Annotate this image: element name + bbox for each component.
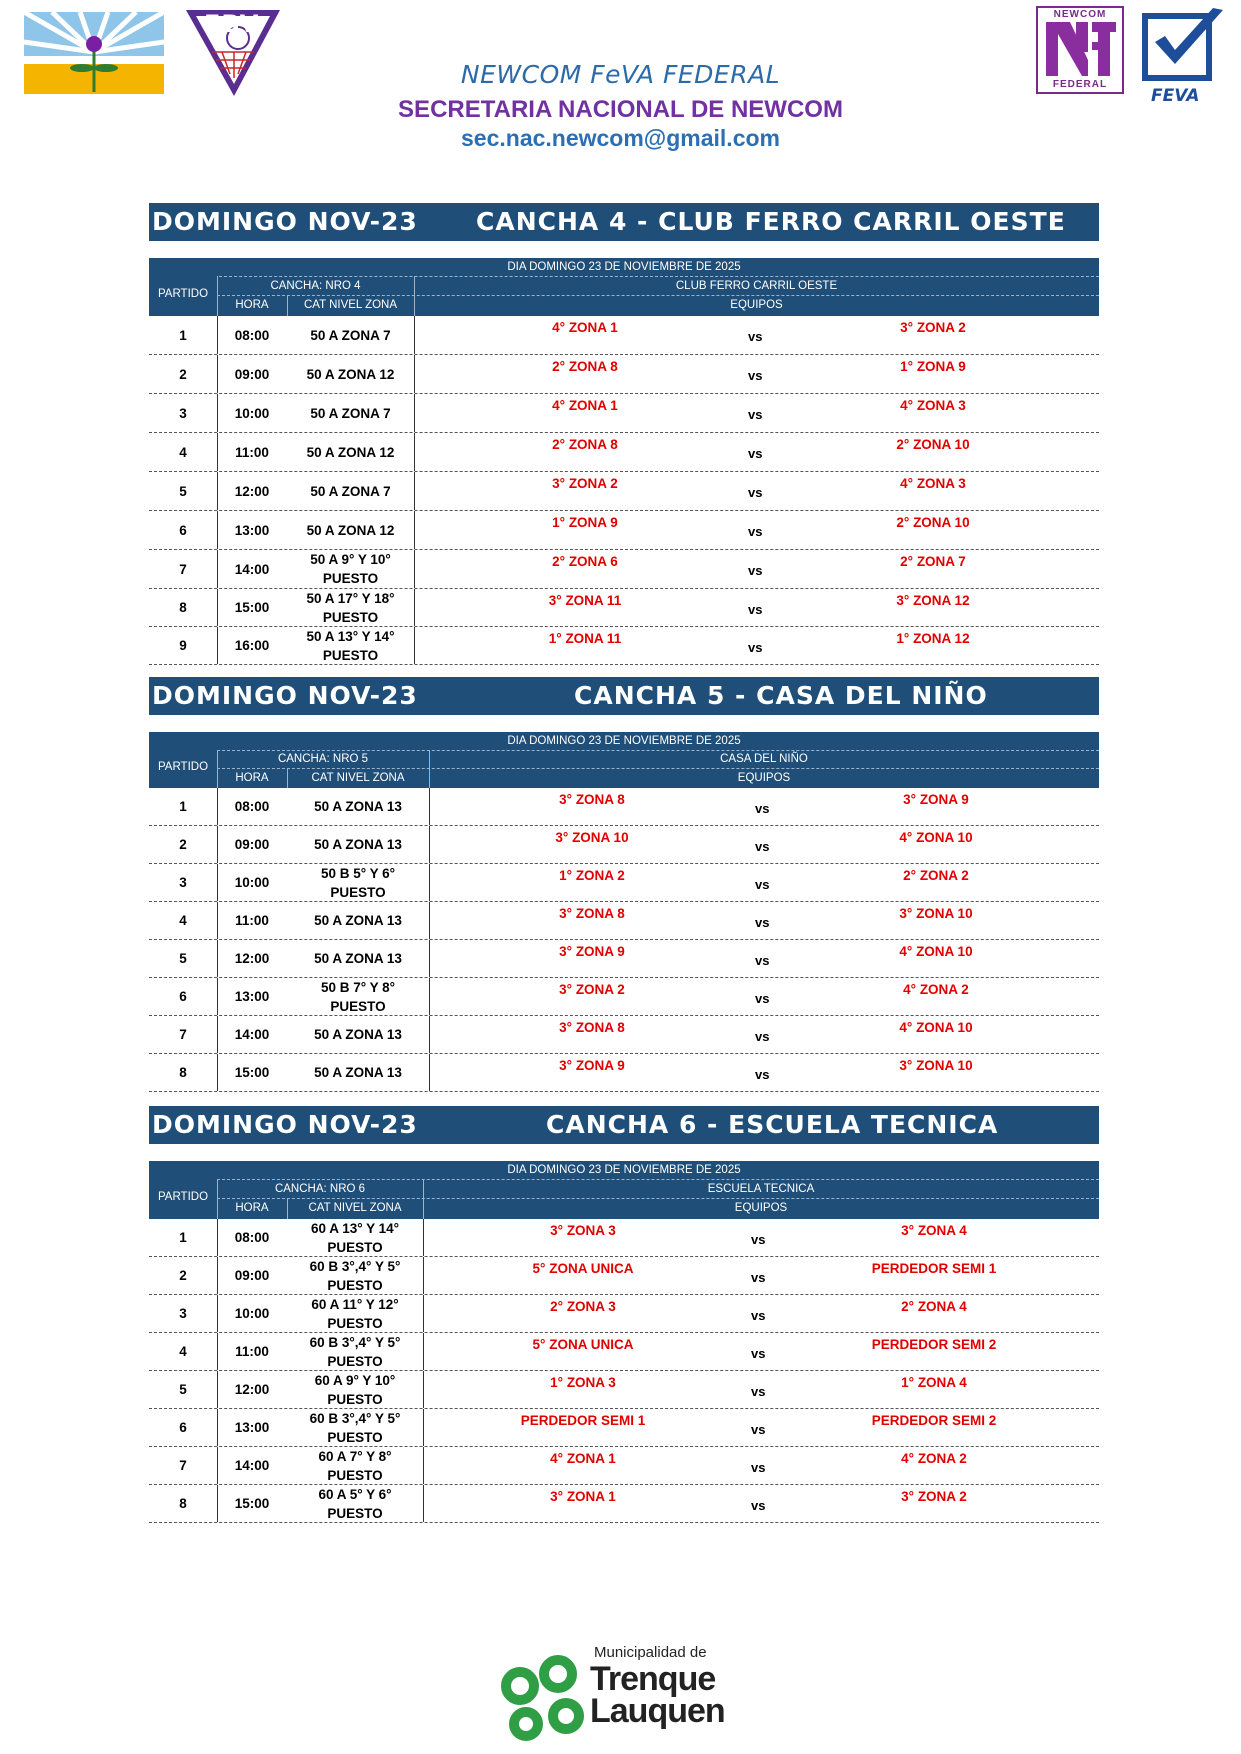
category-cell: 60 B 3°,4° Y 5° PUESTO: [309, 1258, 401, 1293]
banner-court: CANCHA 4 - CLUB FERRO CARRIL OESTE: [476, 207, 1066, 236]
away-team: PERDEDOR SEMI 1: [871, 1261, 997, 1276]
table-row: [149, 511, 1099, 550]
home-team: 1° ZONA 3: [550, 1375, 616, 1390]
home-team: 4° ZONA 1: [552, 320, 618, 335]
column-divider: [217, 1054, 218, 1091]
partido-number-cell: 4: [179, 1344, 187, 1359]
partido-number-cell: 8: [179, 1496, 187, 1511]
section-banner: [149, 677, 1099, 715]
home-team: 3° ZONA 11: [548, 593, 622, 608]
hora-cell: 12:00: [234, 1382, 270, 1397]
table-body: [149, 788, 1099, 1092]
hora-cell: 16:00: [234, 638, 270, 653]
home-team: 2° ZONA 3: [550, 1299, 616, 1314]
column-divider: [217, 826, 218, 863]
home-team: 1° ZONA 2: [559, 868, 625, 883]
away-team: 4° ZONA 3: [900, 476, 966, 491]
hora-cell: 15:00: [234, 600, 270, 615]
hora-cell: 09:00: [234, 1268, 270, 1283]
vs-label: vs: [748, 407, 763, 422]
column-divider: [429, 826, 430, 863]
column-divider: [217, 1295, 218, 1332]
table-row: [149, 864, 1099, 902]
away-team: 4° ZONA 10: [899, 944, 973, 959]
away-team: PERDEDOR SEMI 2: [871, 1337, 997, 1352]
hora-cell: 10:00: [234, 405, 270, 421]
column-divider: [217, 511, 218, 549]
column-divider: [217, 472, 218, 510]
away-team: 3° ZONA 2: [900, 320, 966, 335]
table-row: [149, 1257, 1099, 1295]
partido-number-cell: 5: [179, 951, 187, 966]
vs-label: vs: [755, 800, 770, 816]
partido-number-cell: 4: [179, 913, 187, 928]
cat-label: CAT NIVEL ZONA: [303, 299, 398, 311]
category-cell: 50 A ZONA 12: [306, 522, 395, 538]
partido-number-cell: 9: [179, 638, 187, 653]
hora-cell: 13:00: [234, 1420, 270, 1435]
category-cell: 50 A ZONA 7: [310, 327, 391, 343]
home-team: 4° ZONA 1: [550, 1451, 616, 1466]
partido-label: PARTIDO: [157, 288, 209, 300]
partido-number-cell: 2: [179, 1268, 187, 1283]
column-divider: [423, 1371, 424, 1408]
table-body: [149, 316, 1099, 665]
category-cell: 50 B 5° Y 6° PUESTO: [320, 865, 396, 900]
column-divider: [217, 1371, 218, 1408]
away-team: 4° ZONA 10: [899, 830, 973, 845]
newcom-logo-top-text: NEWCOM: [1053, 9, 1107, 20]
section-banner: [149, 1106, 1099, 1144]
hora-cell: 13:00: [234, 522, 270, 538]
hora-cell: 11:00: [235, 1344, 269, 1359]
category-cell: 50 B 7° Y 8° PUESTO: [320, 979, 396, 1014]
feva-logo-text: FEVA: [1151, 86, 1200, 106]
home-team: 1° ZONA 11: [548, 631, 622, 646]
partido-number-cell: 8: [179, 1065, 187, 1080]
banner-day: DOMINGO NOV-23: [152, 1110, 418, 1139]
column-divider: [429, 902, 430, 939]
hora-cell: 11:00: [235, 444, 269, 460]
table-row: [149, 1409, 1099, 1447]
schedule-table: [149, 1161, 1099, 1523]
home-team: 2° ZONA 8: [552, 437, 618, 452]
away-team: 3° ZONA 12: [896, 593, 970, 608]
banner-day: DOMINGO NOV-23: [152, 207, 418, 236]
away-team: PERDEDOR SEMI 2: [871, 1413, 997, 1428]
newcom-logo-bottom-text: FEDERAL: [1052, 79, 1108, 90]
vs-label: vs: [751, 1497, 766, 1513]
partido-number-cell: 7: [179, 1458, 187, 1473]
table-row: [149, 472, 1099, 511]
column-divider: [217, 1333, 218, 1370]
vs-label: vs: [748, 485, 763, 500]
category-cell: 60 A 11° Y 12° PUESTO: [311, 1296, 399, 1331]
table-row: [149, 978, 1099, 1016]
hora-cell: 15:00: [234, 1065, 270, 1080]
partido-number-cell: 6: [179, 989, 187, 1004]
banner-day: DOMINGO NOV-23: [152, 681, 418, 710]
partido-number-cell: 1: [179, 327, 187, 343]
category-cell: 50 A ZONA 13: [314, 799, 402, 814]
hora-cell: 11:00: [235, 913, 269, 928]
hora-cell: 10:00: [234, 1306, 270, 1321]
hora-cell: 13:00: [234, 989, 270, 1004]
vs-label: vs: [751, 1459, 766, 1475]
column-divider: [414, 550, 415, 588]
category-cell: 60 B 3°,4° Y 5° PUESTO: [309, 1410, 401, 1445]
partido-number-cell: 3: [179, 1306, 187, 1321]
column-divider: [429, 1054, 430, 1091]
hora-cell: 08:00: [234, 327, 270, 343]
table-row: [149, 1333, 1099, 1371]
equipos-label: EQUIPOS: [734, 1202, 788, 1214]
column-divider: [414, 627, 415, 664]
away-team: 2° ZONA 7: [900, 554, 966, 569]
table-row: [149, 355, 1099, 394]
vs-label: vs: [748, 639, 763, 655]
category-cell: 60 A 5° Y 6° PUESTO: [318, 1486, 392, 1521]
hora-label: HORA: [235, 299, 269, 311]
column-divider: [423, 1447, 424, 1484]
partido-number-cell: 5: [179, 483, 187, 499]
column-divider: [217, 1219, 218, 1256]
category-cell: 50 A ZONA 13: [314, 913, 402, 928]
table-body: [149, 1219, 1099, 1523]
vs-label: vs: [755, 1028, 770, 1044]
home-team: 3° ZONA 8: [559, 792, 625, 807]
home-team: 4° ZONA 1: [552, 398, 618, 413]
category-cell: 50 A ZONA 13: [314, 1027, 402, 1042]
equipos-label: EQUIPOS: [730, 299, 783, 311]
home-team: 3° ZONA 2: [552, 476, 618, 491]
category-cell: 50 A ZONA 7: [310, 483, 391, 499]
away-team: 4° ZONA 2: [901, 1451, 967, 1466]
column-divider: [429, 940, 430, 977]
vs-label: vs: [748, 329, 763, 344]
partido-number-cell: 4: [179, 444, 187, 460]
table-row: [149, 940, 1099, 978]
partido-number-cell: 1: [179, 799, 187, 814]
partido-number-cell: 2: [179, 366, 187, 382]
column-divider: [217, 394, 218, 432]
partido-label: PARTIDO: [157, 761, 209, 773]
date-line: DIA DOMINGO 23 DE NOVIEMBRE DE 2025: [507, 735, 741, 747]
column-divider: [423, 1333, 424, 1370]
hora-cell: 09:00: [234, 366, 270, 382]
venue-label: CLUB FERRO CARRIL OESTE: [675, 280, 838, 292]
date-line: DIA DOMINGO 23 DE NOVIEMBRE DE 2025: [507, 1164, 741, 1176]
category-cell: 50 A 13° Y 14° PUESTO: [306, 628, 395, 663]
column-divider: [217, 1257, 218, 1294]
partido-number-cell: 5: [179, 1382, 187, 1397]
away-team: 3° ZONA 4: [901, 1223, 967, 1238]
table-row: [149, 1054, 1099, 1092]
schedule-table: [149, 732, 1099, 1092]
partido-number-cell: 7: [179, 561, 187, 577]
home-team: 3° ZONA 2: [559, 982, 625, 997]
partido-number-cell: 7: [179, 1027, 187, 1042]
section-banner: [149, 203, 1099, 241]
banner-court: CANCHA 5 - CASA DEL NIÑO: [574, 681, 988, 710]
away-team: 3° ZONA 9: [903, 792, 969, 807]
column-divider: [217, 1485, 218, 1522]
table-row: [149, 826, 1099, 864]
vs-label: vs: [751, 1231, 766, 1247]
hora-cell: 09:00: [234, 837, 270, 852]
column-divider: [217, 550, 218, 588]
table-row: [149, 1219, 1099, 1257]
column-divider: [217, 627, 218, 664]
banner-court: CANCHA 6 - ESCUELA TECNICA: [546, 1110, 999, 1139]
home-team: 3° ZONA 3: [550, 1223, 616, 1238]
column-divider: [217, 355, 218, 393]
hora-cell: 14:00: [234, 1458, 270, 1473]
column-divider: [217, 1447, 218, 1484]
vs-label: vs: [748, 601, 763, 617]
vs-label: vs: [748, 524, 763, 539]
fbv-logo-text: FBV: [204, 10, 260, 38]
category-cell: 50 A ZONA 13: [314, 1065, 402, 1080]
table-row: [149, 1485, 1099, 1523]
muni-name-1: Trenque: [590, 1660, 716, 1698]
column-divider: [217, 940, 218, 977]
hora-label: HORA: [235, 772, 269, 784]
away-team: 4° ZONA 3: [900, 398, 966, 413]
cancha-label: CANCHA: NRO 6: [274, 1183, 366, 1195]
table-row: [149, 788, 1099, 826]
column-divider: [423, 1257, 424, 1294]
category-cell: 60 A 13° Y 14° PUESTO: [310, 1220, 400, 1255]
away-team: 2° ZONA 10: [896, 515, 970, 530]
home-team: 5° ZONA UNICA: [532, 1337, 634, 1352]
table-row: [149, 316, 1099, 355]
vs-label: vs: [748, 446, 763, 461]
table-row: [149, 902, 1099, 940]
hora-cell: 15:00: [234, 1496, 270, 1511]
home-team: 3° ZONA 8: [559, 906, 625, 921]
vs-label: vs: [755, 990, 770, 1006]
hora-cell: 08:00: [234, 1230, 270, 1245]
table-row: [149, 550, 1099, 589]
category-cell: 60 A 9° Y 10° PUESTO: [314, 1372, 396, 1407]
category-cell: 60 B 3°,4° Y 5° PUESTO: [309, 1334, 401, 1369]
vs-label: vs: [755, 1066, 770, 1082]
venue-label: CASA DEL NIÑO: [720, 753, 808, 765]
vs-label: vs: [751, 1307, 766, 1323]
table-header: [149, 732, 1099, 788]
cat-label: CAT NIVEL ZONA: [308, 1202, 402, 1214]
vs-label: vs: [751, 1345, 766, 1361]
column-divider: [414, 433, 415, 471]
column-divider: [217, 1409, 218, 1446]
hora-cell: 12:00: [234, 951, 270, 966]
hora-cell: 14:00: [234, 561, 270, 577]
vs-label: vs: [751, 1383, 766, 1399]
vs-label: vs: [755, 914, 770, 930]
away-team: 2° ZONA 10: [896, 437, 970, 452]
vs-label: vs: [755, 952, 770, 968]
partido-number-cell: 3: [179, 875, 187, 890]
equipos-label: EQUIPOS: [737, 772, 791, 784]
away-team: 1° ZONA 4: [901, 1375, 967, 1390]
away-team: 4° ZONA 10: [899, 1020, 973, 1035]
home-team: 3° ZONA 1: [550, 1489, 616, 1504]
column-divider: [414, 355, 415, 393]
away-team: 3° ZONA 2: [901, 1489, 967, 1504]
home-team: 3° ZONA 8: [559, 1020, 625, 1035]
column-divider: [414, 394, 415, 432]
table-row: [149, 627, 1099, 665]
venue-label: ESCUELA TECNICA: [707, 1183, 815, 1195]
municipality-logo: [496, 1644, 756, 1744]
home-team: 3° ZONA 9: [559, 944, 625, 959]
muni-name-2: Lauquen: [590, 1692, 725, 1730]
away-team: 2° ZONA 4: [901, 1299, 967, 1314]
category-cell: 50 A 9° Y 10° PUESTO: [310, 552, 391, 586]
away-team: 4° ZONA 2: [903, 982, 969, 997]
column-divider: [217, 864, 218, 901]
vs-label: vs: [755, 838, 770, 854]
column-divider: [217, 433, 218, 471]
category-cell: 50 A ZONA 13: [314, 951, 402, 966]
away-team: 1° ZONA 12: [896, 631, 970, 646]
category-cell: 50 A ZONA 12: [306, 444, 395, 460]
column-divider: [217, 978, 218, 1015]
table-row: [149, 433, 1099, 472]
vs-label: vs: [748, 368, 763, 383]
vs-label: vs: [748, 563, 763, 578]
partido-number-cell: 6: [179, 1420, 187, 1435]
cancha-label: CANCHA: NRO 4: [270, 280, 361, 292]
category-cell: 50 A ZONA 12: [306, 366, 395, 382]
column-divider: [217, 788, 218, 825]
hora-cell: 08:00: [234, 799, 270, 814]
header-email: sec.nac.newcom@gmail.com: [461, 125, 780, 151]
away-team: 3° ZONA 10: [899, 1058, 973, 1073]
column-divider: [217, 902, 218, 939]
column-divider: [423, 1219, 424, 1256]
partido-number-cell: 2: [179, 837, 187, 852]
date-line: DIA DOMINGO 23 DE NOVIEMBRE DE 2025: [507, 261, 741, 273]
feva-logo: [1141, 6, 1227, 110]
column-divider: [429, 1016, 430, 1053]
partido-number-cell: 6: [179, 522, 187, 538]
hora-cell: 14:00: [234, 1027, 270, 1042]
column-divider: [414, 511, 415, 549]
home-team: 5° ZONA UNICA: [532, 1261, 634, 1276]
home-team: 2° ZONA 6: [552, 554, 618, 569]
table-row: [149, 1295, 1099, 1333]
home-team: 3° ZONA 10: [555, 830, 629, 845]
hora-cell: 12:00: [234, 483, 270, 499]
partido-number-cell: 1: [179, 1230, 187, 1245]
away-team: 2° ZONA 2: [903, 868, 969, 883]
partido-number-cell: 3: [179, 405, 187, 421]
home-team: PERDEDOR SEMI 1: [520, 1413, 646, 1428]
away-team: 3° ZONA 10: [899, 906, 973, 921]
header-title-main: SECRETARIA NACIONAL DE NEWCOM: [398, 96, 843, 123]
column-divider: [414, 316, 415, 354]
home-team: 3° ZONA 9: [559, 1058, 625, 1073]
table-header: [149, 1161, 1099, 1219]
partido-number-cell: 8: [179, 600, 187, 615]
column-divider: [423, 1409, 424, 1446]
column-divider: [217, 589, 218, 626]
header-title-italic: NEWCOM FeVA FEDERAL: [460, 60, 781, 89]
cancha-label: CANCHA: NRO 5: [277, 753, 369, 765]
home-team: 2° ZONA 8: [552, 359, 618, 374]
category-cell: 60 A 7° Y 8° PUESTO: [318, 1448, 392, 1483]
column-divider: [414, 472, 415, 510]
home-team: 1° ZONA 9: [552, 515, 618, 530]
table-row: [149, 1371, 1099, 1409]
table-row: [149, 1016, 1099, 1054]
schedule-table: [149, 258, 1099, 665]
muni-label: Municipalidad de: [594, 1644, 707, 1661]
column-divider: [217, 1016, 218, 1053]
hora-cell: 10:00: [234, 875, 270, 890]
away-team: 1° ZONA 9: [900, 359, 966, 374]
column-divider: [423, 1295, 424, 1332]
vs-label: vs: [751, 1421, 766, 1437]
table-row: [149, 394, 1099, 433]
vs-label: vs: [751, 1269, 766, 1285]
table-row: [149, 1447, 1099, 1485]
column-divider: [429, 788, 430, 825]
category-cell: 50 A 17° Y 18° PUESTO: [306, 590, 395, 625]
column-divider: [429, 864, 430, 901]
hora-label: HORA: [235, 1202, 269, 1214]
cat-label: CAT NIVEL ZONA: [311, 772, 405, 784]
column-divider: [217, 316, 218, 354]
table-header: [149, 258, 1099, 316]
partido-label: PARTIDO: [157, 1191, 209, 1203]
category-cell: 50 A ZONA 13: [314, 837, 402, 852]
column-divider: [414, 589, 415, 626]
table-row: [149, 589, 1099, 627]
column-divider: [423, 1485, 424, 1522]
column-divider: [429, 978, 430, 1015]
vs-label: vs: [755, 876, 770, 892]
category-cell: 50 A ZONA 7: [310, 405, 391, 421]
